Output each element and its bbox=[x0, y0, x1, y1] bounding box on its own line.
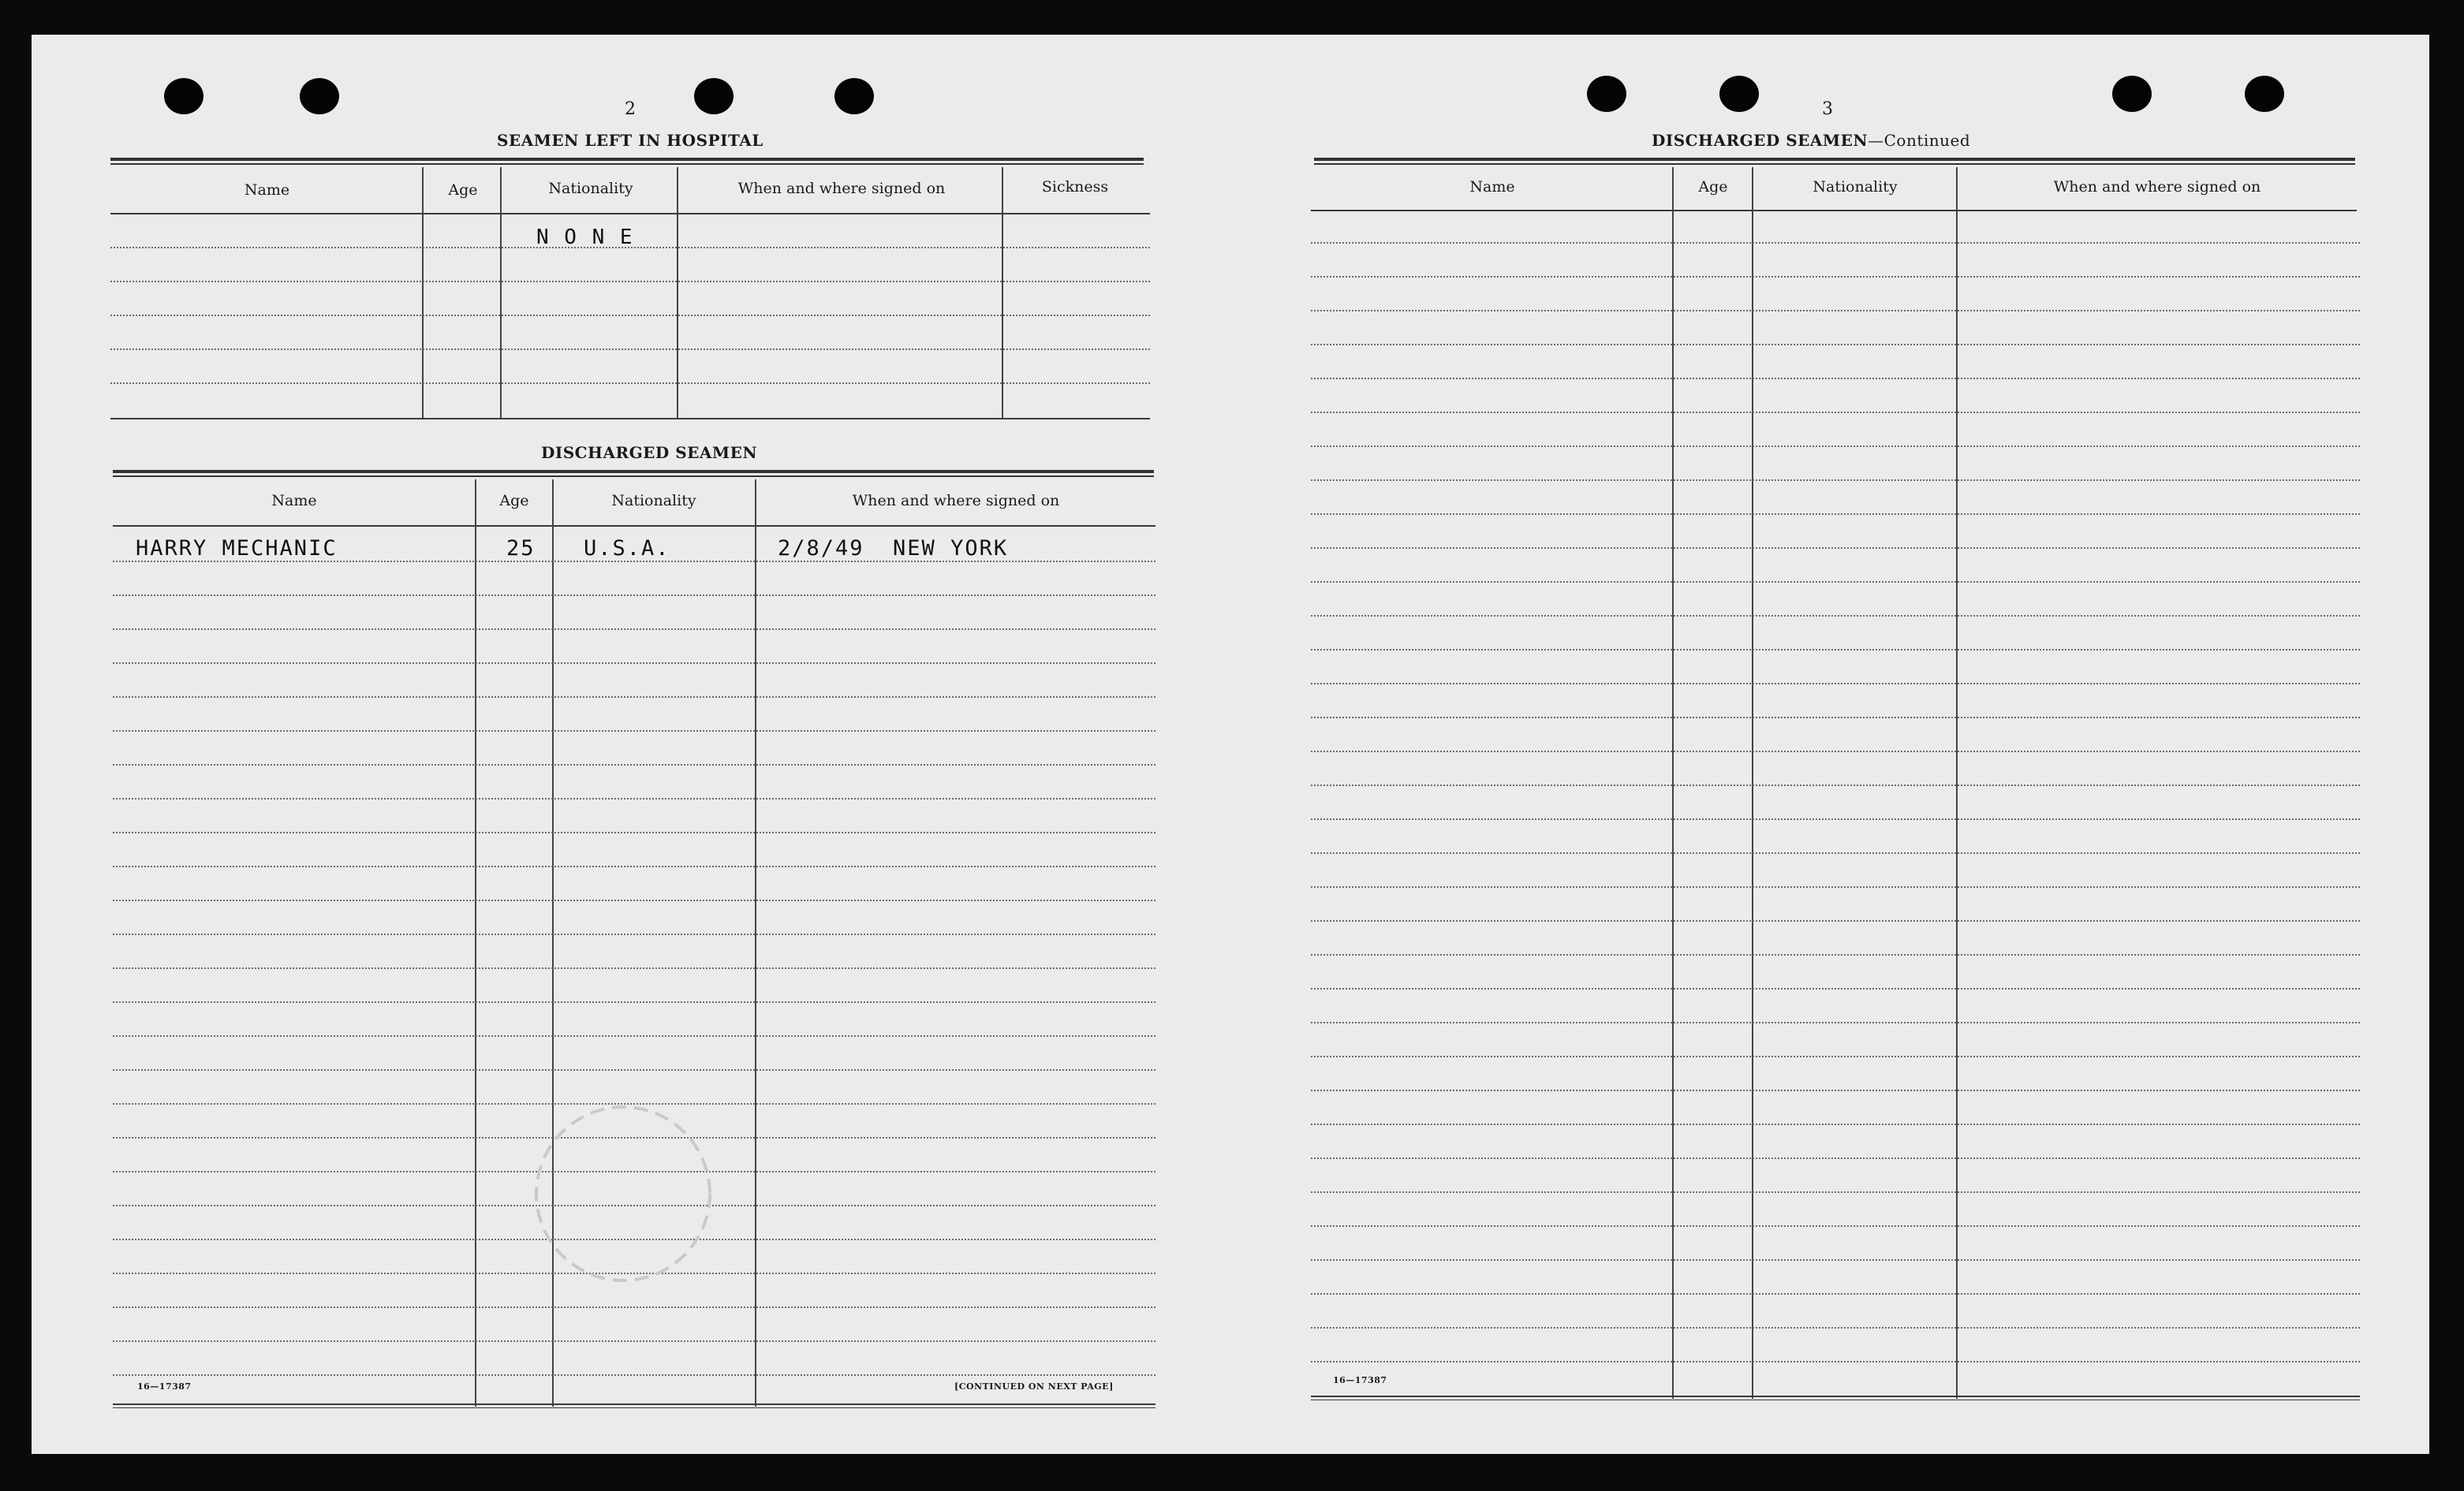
table-bottom-rule bbox=[1311, 1396, 2360, 1397]
ruled-line bbox=[113, 696, 1155, 698]
ruled-line bbox=[1311, 1090, 2360, 1091]
column-header-age: Age bbox=[1698, 178, 1728, 196]
ruled-line bbox=[113, 1069, 1155, 1071]
column-header-signed-on: When and where signed on bbox=[737, 180, 946, 197]
column-header-age: Age bbox=[448, 181, 478, 199]
ruled-line bbox=[1311, 717, 2360, 718]
ruled-line bbox=[1311, 1191, 2360, 1193]
column-divider bbox=[500, 167, 502, 418]
ruled-line bbox=[1311, 547, 2360, 549]
ruled-line bbox=[113, 764, 1155, 766]
punch-hole bbox=[2245, 76, 2284, 112]
discharged-continued-title bbox=[1652, 131, 1970, 150]
ruled-line bbox=[113, 1374, 1155, 1376]
ruled-line bbox=[1311, 615, 2360, 617]
ruled-line bbox=[1311, 886, 2360, 888]
column-header-age: Age bbox=[499, 492, 529, 509]
ruled-line bbox=[1311, 513, 2360, 515]
document-sheet bbox=[32, 35, 2429, 1454]
ruled-line bbox=[1311, 581, 2360, 583]
column-header-signed-on: When and where signed on bbox=[2053, 178, 2261, 196]
table-bottom-rule bbox=[113, 1407, 1155, 1408]
header-underline bbox=[113, 525, 1155, 527]
column-divider bbox=[422, 167, 424, 418]
section-rule bbox=[110, 163, 1144, 165]
ruled-line bbox=[1311, 649, 2360, 650]
column-header-nationality: Nationality bbox=[548, 180, 633, 197]
ruled-line bbox=[113, 628, 1155, 630]
ruled-line bbox=[1311, 1327, 2360, 1329]
ruled-line bbox=[113, 662, 1155, 664]
section-bottom-rule bbox=[110, 418, 1150, 419]
ruled-line bbox=[113, 798, 1155, 800]
ruled-line bbox=[1311, 785, 2360, 786]
ruled-line bbox=[113, 866, 1155, 867]
ruled-line bbox=[113, 1340, 1155, 1342]
column-divider bbox=[677, 167, 678, 418]
section-rule bbox=[1314, 158, 2355, 161]
seaman-age: 25 bbox=[506, 536, 536, 561]
ruled-line bbox=[1311, 310, 2360, 311]
form-number: 16—17387 bbox=[1333, 1375, 1387, 1385]
column-header-name: Name bbox=[244, 181, 290, 199]
ruled-line bbox=[113, 934, 1155, 935]
column-divider bbox=[1002, 167, 1003, 418]
discharged-section-title: DISCHARGED SEAMEN bbox=[541, 443, 758, 462]
ruled-line bbox=[113, 1001, 1155, 1003]
table-bottom-rule bbox=[113, 1403, 1155, 1405]
ruled-line bbox=[1311, 852, 2360, 854]
ruled-line bbox=[1311, 1022, 2360, 1023]
ruled-line bbox=[1311, 344, 2360, 345]
ruled-line bbox=[1311, 276, 2360, 278]
title-suffix: —Continued bbox=[1868, 131, 1971, 150]
column-header-nationality: Nationality bbox=[1813, 178, 1898, 196]
punch-hole bbox=[164, 78, 203, 114]
ruled-line bbox=[1311, 1361, 2360, 1362]
column-divider bbox=[1672, 167, 1674, 1399]
page-number: 2 bbox=[625, 99, 636, 119]
ruled-line bbox=[1311, 1056, 2360, 1057]
section-rule bbox=[113, 470, 1154, 473]
ruled-line bbox=[1311, 954, 2360, 956]
ruled-line bbox=[1311, 683, 2360, 684]
ruled-line bbox=[1311, 1157, 2360, 1159]
column-header-name: Name bbox=[1469, 178, 1515, 196]
ruled-line bbox=[1311, 1259, 2360, 1261]
hospital-section-title: SEAMEN LEFT IN HOSPITAL bbox=[497, 131, 763, 150]
column-divider bbox=[1752, 167, 1753, 1399]
ruled-line bbox=[110, 349, 1150, 350]
ruled-line bbox=[1311, 378, 2360, 379]
section-rule bbox=[110, 158, 1144, 161]
hospital-entry: N O N E bbox=[536, 226, 634, 249]
header-underline bbox=[110, 213, 1150, 214]
punch-hole bbox=[1587, 76, 1626, 112]
ruled-line bbox=[1311, 1124, 2360, 1125]
section-rule bbox=[113, 475, 1154, 477]
column-divider bbox=[1956, 167, 1958, 1399]
faint-stamp-mark bbox=[521, 1091, 726, 1296]
ruled-line bbox=[1311, 412, 2360, 413]
seaman-nationality: U.S.A. bbox=[584, 536, 670, 561]
ruled-line bbox=[113, 561, 1155, 562]
section-rule bbox=[1314, 163, 2355, 165]
ruled-line bbox=[1311, 751, 2360, 752]
ruled-line bbox=[113, 730, 1155, 732]
seaman-signed-on: 2/8/49 NEW YORK bbox=[778, 536, 1009, 561]
ruled-line bbox=[1311, 1225, 2360, 1227]
ruled-line bbox=[110, 281, 1150, 282]
ruled-line bbox=[110, 382, 1150, 384]
ruled-line bbox=[113, 967, 1155, 969]
title-main: DISCHARGED SEAMEN bbox=[1652, 131, 1869, 150]
column-divider bbox=[755, 479, 756, 1407]
seaman-name: HARRY MECHANIC bbox=[136, 536, 338, 561]
header-underline bbox=[1311, 210, 2357, 211]
punch-hole bbox=[694, 78, 734, 114]
ruled-line bbox=[1311, 818, 2360, 820]
punch-hole bbox=[1719, 76, 1759, 112]
ruled-line bbox=[1311, 1293, 2360, 1295]
ruled-line bbox=[113, 900, 1155, 901]
column-header-name: Name bbox=[271, 492, 317, 509]
punch-hole bbox=[2112, 76, 2152, 112]
ruled-line bbox=[113, 832, 1155, 833]
continued-note: [CONTINUED ON NEXT PAGE] bbox=[954, 1381, 1114, 1392]
ruled-line bbox=[1311, 445, 2360, 447]
ruled-line bbox=[113, 595, 1155, 596]
column-header-signed-on: When and where signed on bbox=[852, 492, 1060, 509]
punch-hole bbox=[834, 78, 874, 114]
ruled-line bbox=[113, 1035, 1155, 1037]
column-header-nationality: Nationality bbox=[611, 492, 696, 509]
ruled-line bbox=[110, 315, 1150, 316]
ruled-line bbox=[1311, 242, 2360, 244]
ruled-line bbox=[1311, 988, 2360, 990]
form-number: 16—17387 bbox=[137, 1381, 192, 1392]
page-number: 3 bbox=[1822, 99, 1833, 119]
punch-hole bbox=[300, 78, 339, 114]
ruled-line bbox=[1311, 920, 2360, 922]
column-divider bbox=[475, 479, 476, 1407]
ruled-line bbox=[113, 1306, 1155, 1308]
ruled-line bbox=[1311, 479, 2360, 481]
column-header-sickness: Sickness bbox=[1041, 178, 1109, 196]
